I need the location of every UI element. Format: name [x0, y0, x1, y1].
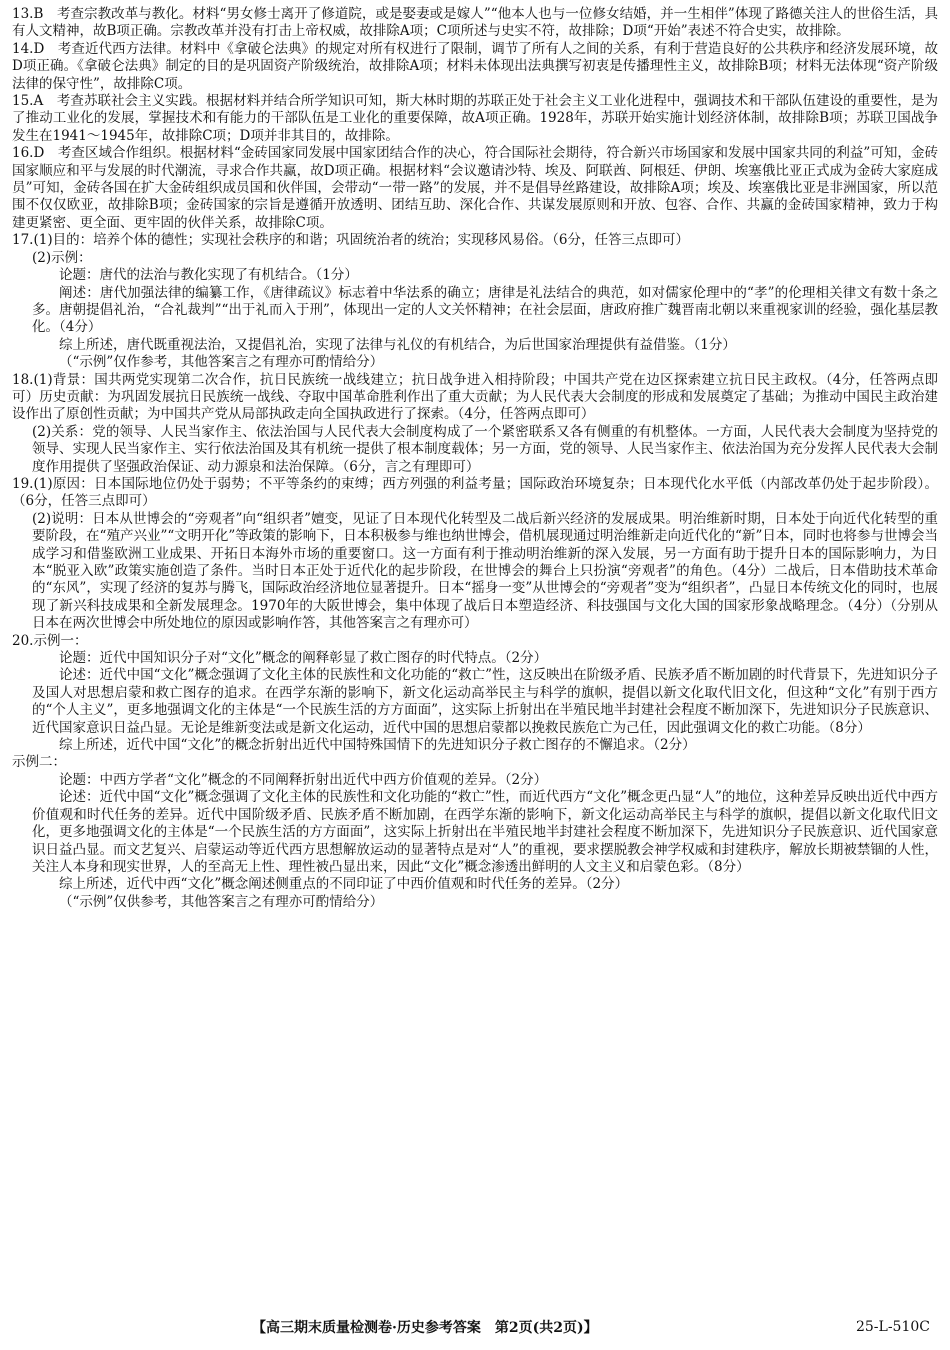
answer-number: 17.: [12, 232, 34, 249]
example-1-label: 示例一：: [33, 632, 88, 649]
answer-number: 13.B: [12, 6, 44, 22]
answer-17-part2-label: (2)示例：: [32, 249, 92, 266]
answer-17-part1: (1)目的：培养个体的德性；实现社会秩序的和谐；巩固统治者的统治；实现移风易俗。（6分，任答三点即可）: [33, 232, 689, 249]
answer-20: [12, 633, 938, 912]
answer-17-thesis: 论题：唐代的法治与教化实现了有机结合。（1分）: [59, 267, 358, 284]
answer-17: [12, 232, 938, 371]
answer-14: [12, 41, 938, 93]
answer-18-part1: (1)背景：国共两党实现第二次合作，抗日民族统一战线建立；抗日战争进入相持阶段；中国共产党在边区探索建立抗日民主政权。（4分，任答两点即可）历史贡献：为巩固发展抗日民族统一战线、夺取中国革命胜利作出了重大贡献；为人民代表大会制度的形成和发展奠定了基础；为推动中国民主政治建设作出了原创性贡献；为中国共产党从局部执政走向全国执政进行了探索。（4分，任答两点即可）: [12, 371, 938, 423]
answer-number: 20.: [12, 632, 34, 649]
example-2-thesis: 论题：中西方学者“文化”概念的不同阐释折射出近代中西方价值观的差异。（2分）: [59, 771, 548, 788]
answer-18: [12, 372, 938, 476]
example-1-argument: 论述：近代中国“文化”概念强调了文化主体的民族性和文化功能的“救亡”性，这反映出在阶级矛盾、民族矛盾不断加剧的时代背景下，先进知识分子及国人对思想启蒙和救亡图存的追求。在西学东渐的影响下，新文化运动高举民主与科学的旗帜，提倡以新文化取代旧文化，但这种“文化”有别于西方的“个人主义”，更多地强调文化的主体是“一个民族生活的方方面面”，这实际上折射出在半殖民地半封建社会程度不断加深下，先进知识分子民族意识、近代国家意识日益凸显。无论是维新变法或是新文化运动，近代中国的思想启蒙都以挽救民族危亡为己任，因此强调文化的救亡功能。（8分）: [32, 667, 938, 736]
answer-number: 16.D: [12, 145, 45, 162]
answer-20-note: （“示例”仅供参考，其他答案言之有理亦可酌情给分）: [59, 893, 384, 910]
answer-17-conclusion: 综上所述，唐代既重视法治，又提倡礼治，实现了法律与礼仪的有机结合，为后世国家治理提供有益借鉴。（1分）: [59, 336, 736, 353]
answer-text: 考查苏联社会主义实践。根据材料并结合所学知识可知，斯大林时期的苏联正处于社会主义工业化进程中，强调技术和干部队伍建设的重要性，是为了推动工业化的发展，掌握技术和有能力的干部队伍是工业化的重要保障，故A项正确。1928年，苏联开始实施计划经济体制，故排除B项；苏联卫国战争发生在1941～1945年，故排除C项；D项并非其目的，故排除。: [12, 93, 939, 144]
example-1-thesis: 论题：近代中国知识分子对“文化”概念的阐释彰显了救亡图存的时代特点。（2分）: [59, 650, 548, 667]
example-1-conclusion: 综上所述，近代中国“文化”的概念折射出近代中国特殊国情下的先进知识分子救亡图存的不懈追求。（2分）: [59, 737, 696, 754]
answer-content: [12, 6, 938, 911]
footer-title: 【高三期末质量检测卷·历史参考答案 第2页(共2页)】: [252, 1320, 598, 1336]
footer-code: 25-L-510C: [855, 1319, 930, 1335]
answer-number: 14.D: [12, 40, 45, 57]
answer-17-note: （“示例”仅作参考，其他答案言之有理亦可酌情给分）: [59, 354, 384, 371]
answer-16: [12, 145, 938, 232]
example-2-argument: 论述：近代中国“文化”概念强调了文化主体的民族性和文化功能的“救亡”性，而近代西方“文化”概念更凸显“人”的地位，这种差异反映出近代中西方价值观和时代任务的差异。近代中国阶级矛盾、民族矛盾不断加剧，在西学东渐的影响下，新文化运动高举民主与科学的旗帜，提倡以新文化取代旧文化，更多地强调文化的主体是“一个民族生活的方方面面”，这实际上折射出在半殖民地半封建社会程度不断加深下，先进知识分子民族意识、近代国家意识日益凸显。而文艺复兴、启蒙运动等近代西方思想解放运动的显著特点是对“人”的重视，要求摆脱教会神学权威和封建秩序，解放长期被禁锢的人性，关注人本身和现实世界，人的至高无上性、理性被凸显出来，因此“文化”概念渗透出鲜明的人文主义和启蒙色彩。（8分）: [32, 789, 938, 875]
answer-19-part2: (2)说明：日本从世博会的“旁观者”向“组织者”嬗变，见证了日本现代化转型及二战后新兴经济的发展成果。明治维新时期，日本处于向近代化转型的重要阶段，在“殖产兴业”“文明开化”等政策的影响下，日本积极参与维也纳世博会，借机展现通过明治维新走向近代化的“新”日本，同时也将参与世博会当成学习和借鉴欧洲工业成果、开拓日本海外市场的重要窗口。这一方面有利于推动明治维新的深入发展，另一方面有助于提升日本的国际影响力，为日本“脱亚入欧”政策实施创造了条件。当时日本正处于近代化的起步阶段，在世博会的舞台上只扮演“旁观者”的角色。（4分）二战后，日本借助技术革命的“东风”，实现了经济的复苏与腾飞，国际政治经济地位显著提升。日本“摇身一变”从世博会的“旁观者”变为“组织者”，凸显日本传统文化的同时，也展现了新兴科技成果和全新发展理念。1970年的大阪世博会，集中体现了战后日本塑造经济、科技强国与文化大国的国家形象战略理念。（4分）（分别从日本在两次世博会中所处地位的原因或影响作答，其他答案言之有理亦可）: [32, 510, 938, 632]
answer-number: 19.: [12, 475, 34, 492]
page-footer: [0, 1316, 950, 1338]
answer-number: 15.A: [12, 93, 44, 110]
example-2-conclusion: 综上所述，近代中西“文化”概念阐述侧重点的不同印证了中西价值观和时代任务的差异。（2分）: [59, 876, 629, 893]
answer-text: 考查区域合作组织。根据材料“金砖国家同发展中国家团结合作的决心，符合国际社会期待，符合新兴市场国家和发展中国家共同的利益”可知，金砖国家顺应和平与发展的时代潮流，寻求合作共赢，故D项正确。根据材料“会议邀请沙特、埃及、阿联酋、阿根廷、伊朗、埃塞俄比亚正式成为金砖大家庭成员”可知，金砖各国在扩大金砖组织成员国和伙伴国，会带动“一带一路”的发展，并不是倡导丝路建设，故排除A项；埃及、埃塞俄比亚是非洲国家，所以范围不仅仅欧亚，故排除B项；金砖国家的宗旨是遵循开放透明、团结互助、深化合作、共谋发展原则和开放、包容、合作、共赢的金砖国家精神，致力于构建更紧密、更全面、更牢固的伙伴关系，故排除C项。: [12, 145, 938, 231]
answer-17-argument: 阐述：唐代加强法律的编纂工作，《唐律疏议》标志着中华法系的确立；唐律是礼法结合的典范，如对儒家伦理中的“孝”的伦理相关律文有数十条之多。唐朝提倡礼治，“合礼裁判”“出于礼而入于刑”，体现出一定的人文关怀精神；在社会层面，唐政府推广魏晋南北朝以来重视家训的经验，强化基层教化。（4分）: [32, 284, 938, 336]
answer-text: 考查宗教改革与教化。材料“男女修士离开了修道院，或是娶妻或是嫁人”“他本人也与一位修女结婚，并一生相伴”体现了路德关注人的世俗生活，具有人文精神，故B项正确。宗教改革并没有打击上帝权威，故排除A项；C项所述与史实不符，故排除；D项“开始”表述不符合史实，故排除。: [12, 6, 938, 40]
answer-number: 18.: [12, 371, 34, 388]
answer-text: 考查近代西方法律。材料中《拿破仑法典》的规定对所有权进行了限制，调节了所有人之间的关系，有利于营造良好的公共秩序和经济发展环境，故D项正确。《拿破仑法典》制定的目的是巩固资产阶级统治，故排除A项；材料未体现出法典撰写初衷是传播理性主义，故排除B项；材料无法体现“资产阶级法律的保守性”，故排除C项。: [12, 40, 939, 92]
answer-15: [12, 93, 938, 145]
answer-18-part2: (2)关系：党的领导、人民当家作主、依法治国与人民代表大会制度构成了一个紧密联系又各有侧重的有机整体。一方面，人民代表大会制度为坚持党的领导、实现人民当家作主、实行依法治国及其有机统一提供了根本制度载体；另一方面，党的领导、人民当家作主、依法治国为充分发挥人民代表大会制度作用提供了坚强政治保证、动力源泉和法治保障。（6分，言之有理即可）: [32, 423, 938, 475]
answer-19-part1: (1)原因：日本国际地位仍处于弱势；不平等条约的束缚；西方列强的利益考量；国际政治环境复杂；日本现代化水平低（内部改革仍处于起步阶段）。（6分，任答三点即可）: [12, 475, 938, 510]
answer-19: [12, 476, 938, 633]
example-2-label: 示例二：: [12, 754, 66, 771]
answer-13: [12, 6, 938, 41]
